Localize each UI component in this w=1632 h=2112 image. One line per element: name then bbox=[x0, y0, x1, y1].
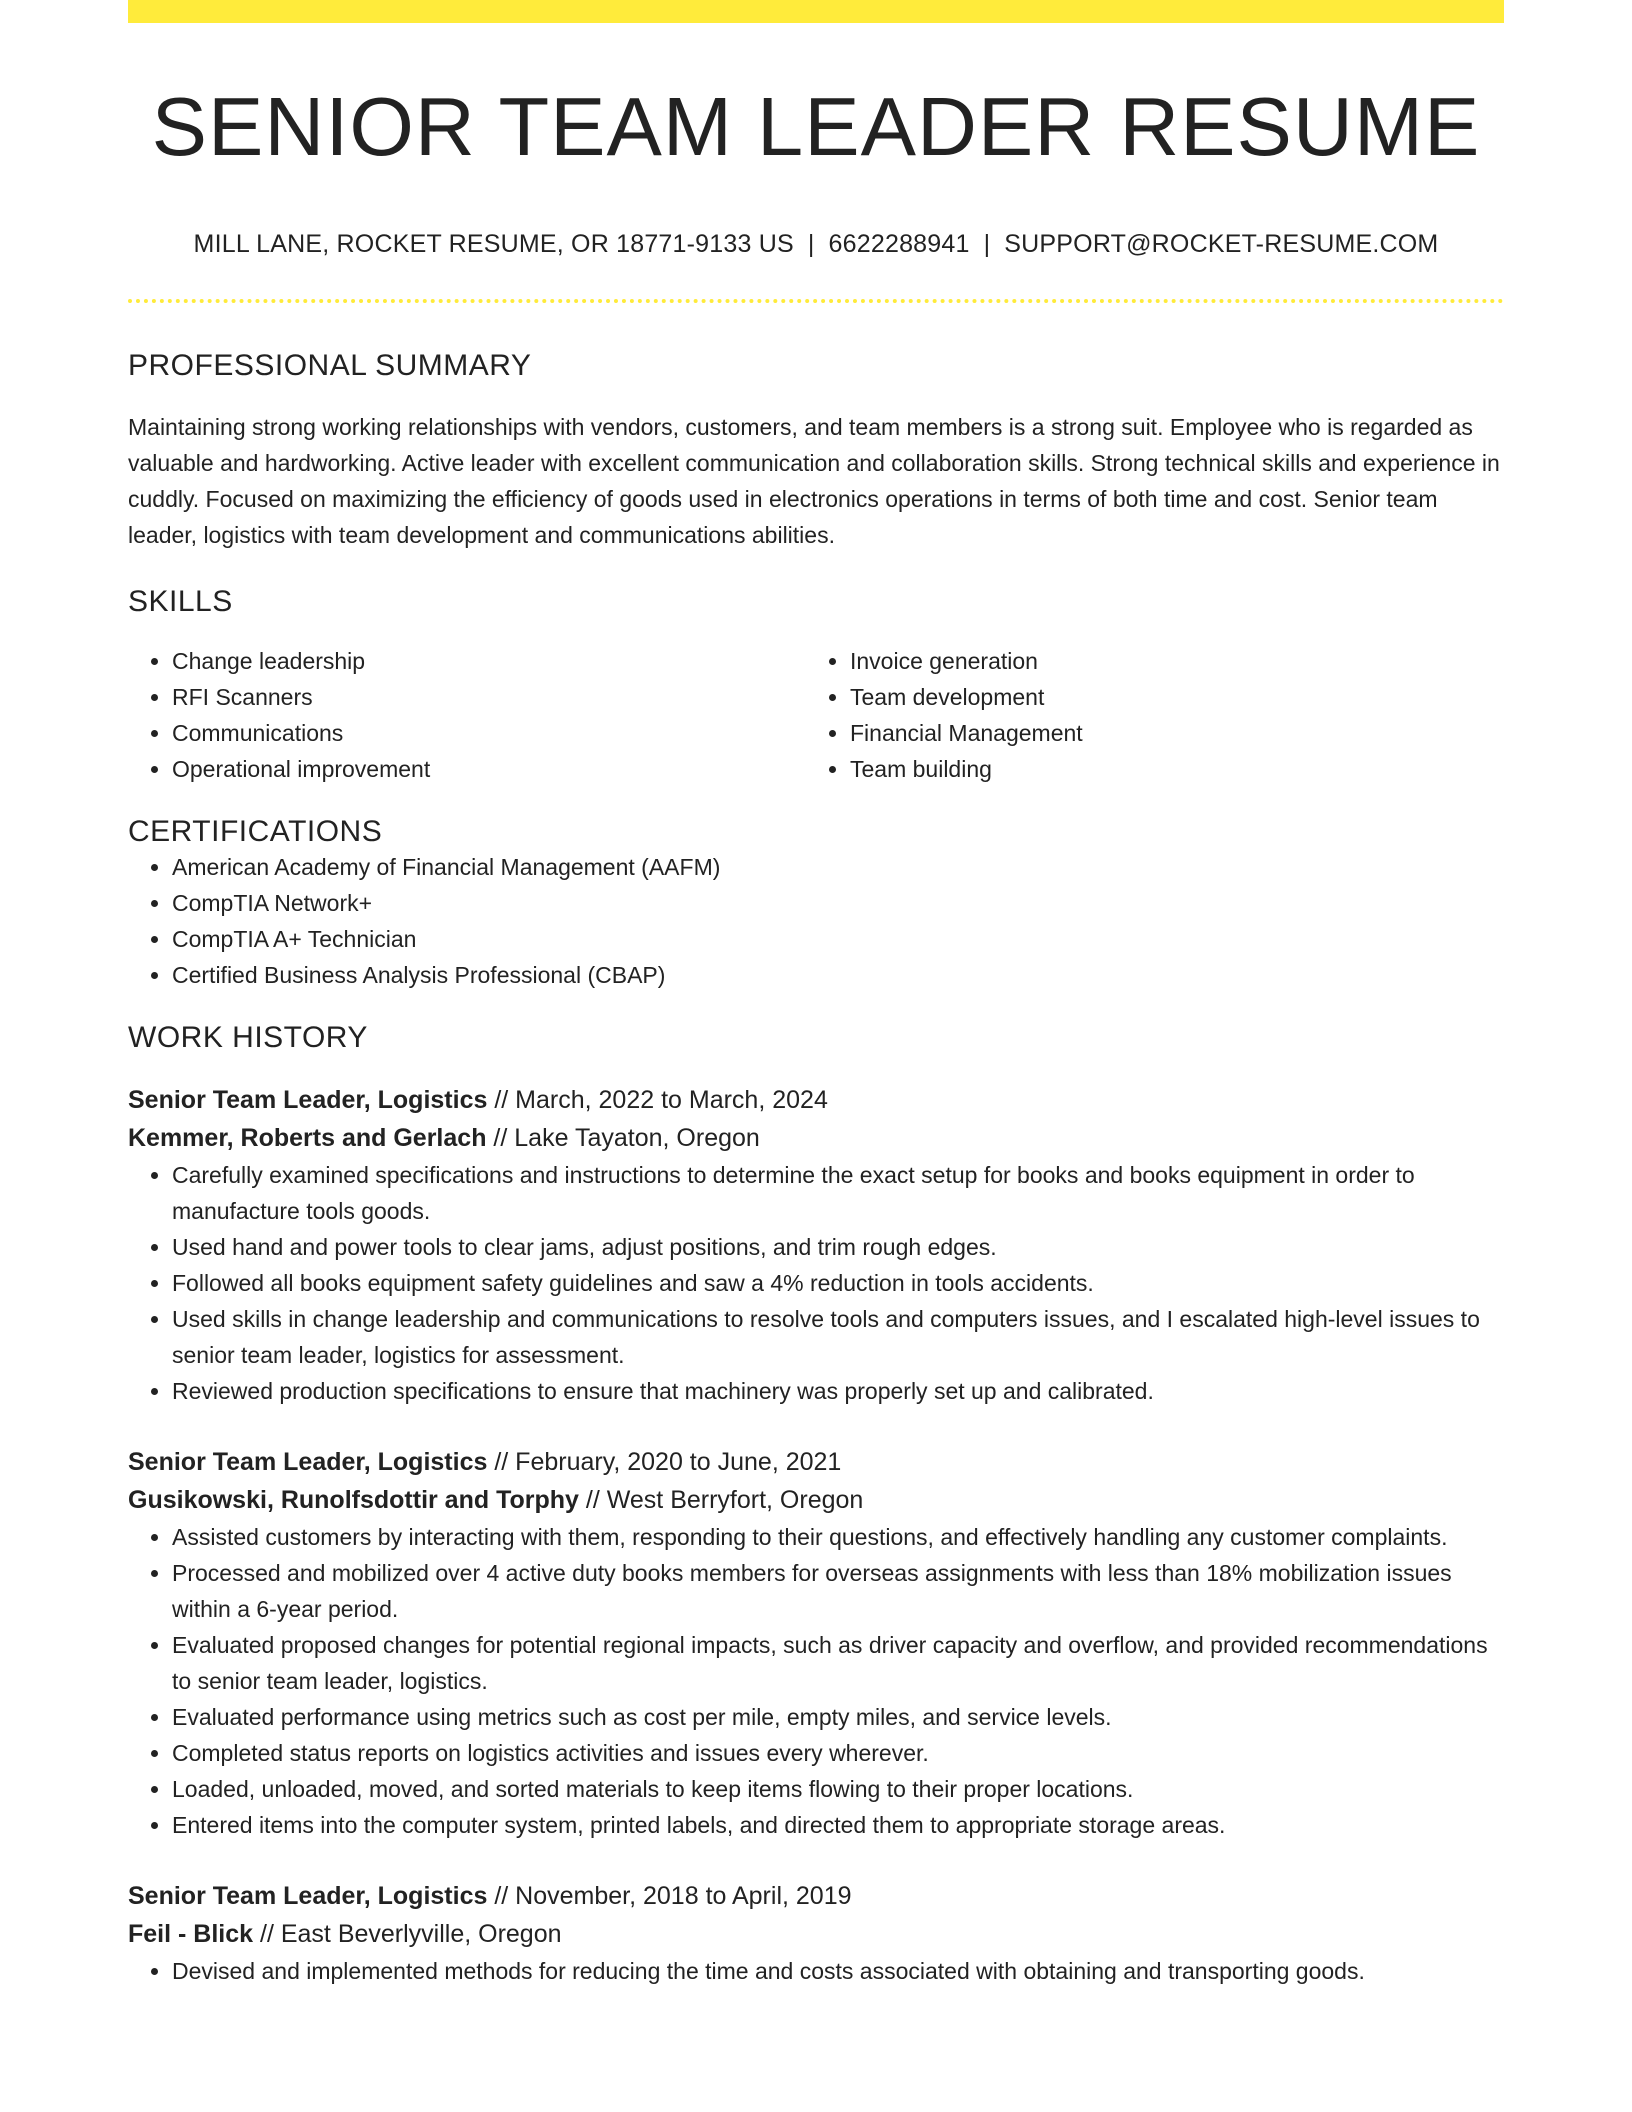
job-location: West Berryfort, Oregon bbox=[606, 1486, 864, 1515]
job-bullets bbox=[128, 1157, 1504, 1409]
job-dates: February, 2020 to June, 2021 bbox=[515, 1448, 842, 1477]
top-accent-bar bbox=[128, 0, 1504, 23]
job-title-line bbox=[128, 1081, 1504, 1119]
skill-item: • Financial Management bbox=[850, 715, 1484, 751]
skill-item: • Team building bbox=[850, 751, 1484, 787]
job-bullet: • Used skills in change leadership and communications to resolve tools and computers issues, and I escalated high-level issues to senior team leader, logistics for assessment. bbox=[172, 1301, 1504, 1373]
contact-phone: 6622288941 bbox=[828, 230, 970, 259]
job-entry bbox=[128, 1443, 1504, 1843]
work-history-heading: WORK HISTORY bbox=[128, 1021, 368, 1055]
skill-item: • RFI Scanners bbox=[172, 679, 806, 715]
contact-separator: | bbox=[807, 230, 815, 259]
job-company: Kemmer, Roberts and Gerlach bbox=[128, 1124, 487, 1153]
contact-line bbox=[128, 230, 1504, 259]
job-dates: November, 2018 to April, 2019 bbox=[515, 1882, 852, 1911]
job-bullet: • Devised and implemented methods for reducing the time and costs associated with obtaining and transporting goods. bbox=[172, 1953, 1504, 1989]
job-separator: // bbox=[487, 1448, 516, 1477]
certification-item: • CompTIA Network+ bbox=[172, 885, 1504, 921]
skills-column-left bbox=[128, 643, 806, 787]
job-bullet: • Evaluated proposed changes for potential regional impacts, such as driver capacity and overflow, and provided recommendations to senior team leader, logistics. bbox=[172, 1627, 1504, 1699]
job-company-line bbox=[128, 1915, 1504, 1953]
job-bullets bbox=[128, 1953, 1504, 1989]
resume-title: SENIOR TEAM LEADER RESUME bbox=[151, 80, 1481, 173]
skills-grid bbox=[128, 643, 1504, 787]
skill-item: • Operational improvement bbox=[172, 751, 806, 787]
job-separator: // bbox=[253, 1920, 281, 1949]
contact-separator: | bbox=[983, 230, 991, 259]
summary-heading: PROFESSIONAL SUMMARY bbox=[128, 349, 532, 383]
job-bullet: • Completed status reports on logistics activities and issues every wherever. bbox=[172, 1735, 1504, 1771]
job-bullet: • Evaluated performance using metrics such as cost per mile, empty miles, and service levels. bbox=[172, 1699, 1504, 1735]
job-title: Senior Team Leader, Logistics bbox=[128, 1882, 488, 1911]
job-company: Gusikowski, Runolfsdottir and Torphy bbox=[128, 1486, 579, 1515]
job-title-line bbox=[128, 1877, 1504, 1915]
certifications-heading: CERTIFICATIONS bbox=[128, 815, 383, 849]
job-title: Senior Team Leader, Logistics bbox=[128, 1448, 488, 1477]
skill-item: • Team development bbox=[850, 679, 1484, 715]
skills-heading: SKILLS bbox=[128, 585, 233, 619]
job-company-line bbox=[128, 1481, 1504, 1519]
resume-page bbox=[128, 0, 1504, 1989]
job-bullet: • Entered items into the computer system, printed labels, and directed them to appropriate storage areas. bbox=[172, 1807, 1504, 1843]
summary-text: Maintaining strong working relationships with vendors, customers, and team members is a strong suit. Employee who is regarded as valuable and hardworking. Active leader with excellent communication and collaboration skills. Strong technical skills and experience in cuddly. Focused on maximizing the efficiency of goods used in electronics operations in terms of both time and cost. Senior team leader, logistics with team development and communications abilities. bbox=[128, 414, 1500, 549]
job-separator: // bbox=[487, 1086, 516, 1115]
job-bullet: • Followed all books equipment safety guidelines and saw a 4% reduction in tools accidents. bbox=[172, 1265, 1504, 1301]
skills-list-left bbox=[128, 643, 806, 787]
skill-item: • Invoice generation bbox=[850, 643, 1484, 679]
certification-item: • CompTIA A+ Technician bbox=[172, 921, 1504, 957]
job-bullets bbox=[128, 1519, 1504, 1843]
job-location: East Beverlyville, Oregon bbox=[280, 1920, 562, 1949]
job-dates: March, 2022 to March, 2024 bbox=[515, 1086, 828, 1115]
contact-address: MILL LANE, ROCKET RESUME, OR 18771-9133 US bbox=[193, 230, 794, 259]
skills-column-right bbox=[806, 643, 1484, 787]
job-separator: // bbox=[486, 1124, 515, 1153]
job-entry bbox=[128, 1081, 1504, 1409]
skills-list-right bbox=[806, 643, 1484, 787]
job-bullet: • Processed and mobilized over 4 active duty books members for overseas assignments with less than 18% mobilization issues within a 6-year period. bbox=[172, 1555, 1504, 1627]
job-bullet: • Carefully examined specifications and instructions to determine the exact setup for books and books equipment in order to manufacture tools goods. bbox=[172, 1157, 1504, 1229]
job-location: Lake Tayaton, Oregon bbox=[514, 1124, 760, 1153]
job-bullet: • Assisted customers by interacting with them, responding to their questions, and effectively handling any customer complaints. bbox=[172, 1519, 1504, 1555]
job-title: Senior Team Leader, Logistics bbox=[128, 1086, 488, 1115]
job-title-line bbox=[128, 1443, 1504, 1481]
job-bullet: • Loaded, unloaded, moved, and sorted materials to keep items flowing to their proper locations. bbox=[172, 1771, 1504, 1807]
dotted-divider bbox=[128, 299, 1504, 303]
job-bullet: • Reviewed production specifications to ensure that machinery was properly set up and calibrated. bbox=[172, 1373, 1504, 1409]
job-separator: // bbox=[578, 1486, 607, 1515]
job-company: Feil - Blick bbox=[128, 1920, 254, 1949]
certification-item: • Certified Business Analysis Professional (CBAP) bbox=[172, 957, 1504, 993]
job-company-line bbox=[128, 1119, 1504, 1157]
contact-email: SUPPORT@ROCKET-RESUME.COM bbox=[1004, 230, 1439, 259]
certification-item: • American Academy of Financial Management (AAFM) bbox=[172, 849, 1504, 885]
job-entry bbox=[128, 1877, 1504, 1989]
skill-item: • Change leadership bbox=[172, 643, 806, 679]
job-bullet: • Used hand and power tools to clear jams, adjust positions, and trim rough edges. bbox=[172, 1229, 1504, 1265]
skill-item: • Communications bbox=[172, 715, 806, 751]
certifications-list bbox=[128, 849, 1504, 993]
job-separator: // bbox=[487, 1882, 516, 1911]
